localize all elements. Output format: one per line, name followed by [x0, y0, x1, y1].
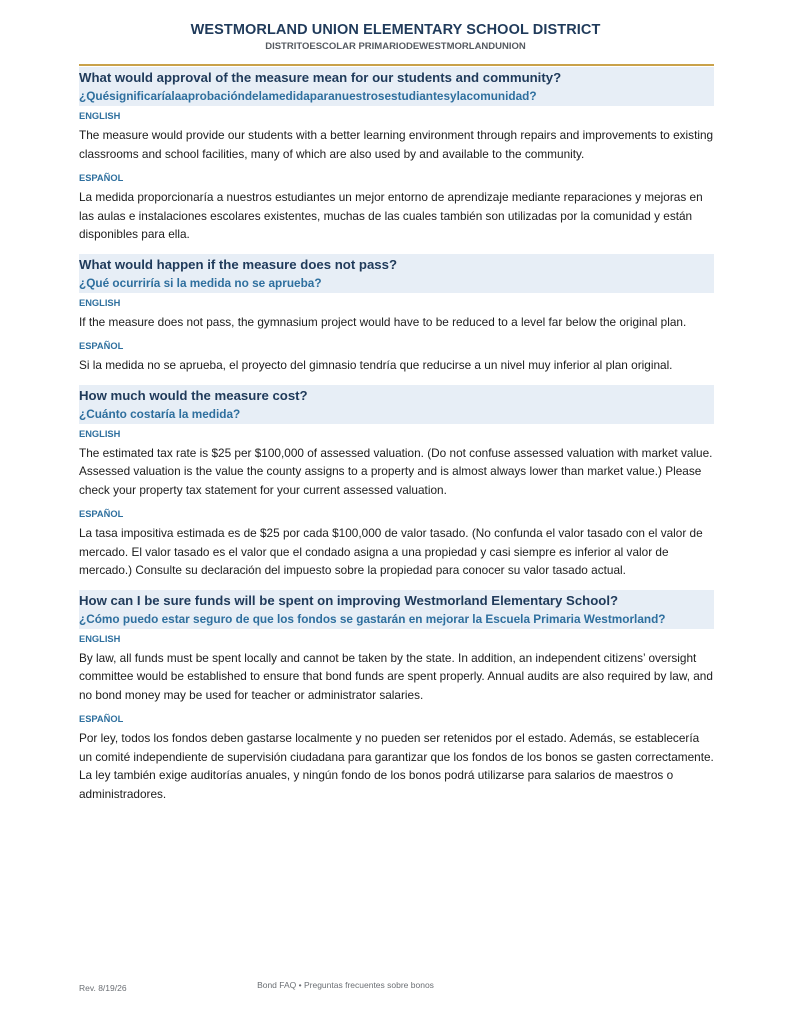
question-spanish: ¿Quésignificaríalaaprobacióndelamedidaparanuestrosestudiantesylacomunidad? — [79, 89, 537, 103]
spanish-label: ESPAÑOL — [79, 714, 124, 724]
question-spanish: ¿Cómo puedo estar seguro de que los fondos se gastarán en mejorar la Escuela Primaria Westmorland? — [79, 611, 666, 626]
question-english: How much would the measure cost? — [79, 387, 308, 403]
question-english: How can I be sure funds will be spent on improving Westmorland Elementary School? — [79, 592, 619, 608]
english-label: ENGLISH — [79, 428, 121, 439]
question-spanish: ¿Qué ocurriría si la medida no se aprueba? — [79, 275, 322, 290]
english-answer: If the measure does not pass, the gymnasium project would have to be reduced to a level far below the original plan. — [79, 314, 687, 329]
faq-section-approval — [79, 67, 714, 244]
spanish-answer: La medida proporcionaría a nuestros estudiantes un mejor entorno de aprendizaje mediante reparaciones y mejoras en las aulas e instalaciones escolares existentes, muchas de las cuales también son utilizadas por la comunidad y están disponibles para ella. — [79, 190, 703, 241]
district-title: WESTMORLAND UNION ELEMENTARY SCHOOL DISTRICT — [190, 22, 601, 38]
header-divider — [79, 64, 714, 66]
english-answer: The estimated tax rate is $25 per $100,000 of assessed valuation. (Do not confuse assessed valuation with market value. Assessed valuation is the value the county assigns to a property and is almost always lower than market value.) Please check your property tax statement for your current assessed valuation. — [79, 445, 713, 497]
spanish-label: ESPAÑOL — [79, 509, 124, 519]
english-label: ENGLISH — [79, 633, 121, 644]
spanish-label: ESPAÑOL — [79, 341, 124, 351]
faq-content — [79, 67, 714, 813]
district-subtitle-spanish: DISTRITOESCOLAR PRIMARIODEWESTMORLANDUNION — [265, 41, 526, 52]
english-label: ENGLISH — [79, 297, 121, 308]
english-label: ENGLISH — [79, 111, 121, 121]
revision-date: Rev. 8/19/26 — [79, 983, 127, 993]
question-spanish: ¿Cuánto costaría la medida? — [79, 406, 241, 421]
faq-section-not-pass — [79, 254, 714, 375]
question-english: What would happen if the measure does not pass? — [79, 256, 398, 272]
question-english: What would approval of the measure mean for our students and community? — [79, 70, 562, 85]
question-band — [79, 254, 714, 293]
english-answer: By law, all funds must be spent locally and cannot be taken by the state. In addition, an independent citizens’ oversight committee would be established to ensure that bond funds are spent properly. Annual audits are also required by law, and no bond money may be used for teacher or administrator salaries. — [79, 650, 713, 702]
question-band — [79, 67, 714, 106]
question-band — [79, 590, 714, 629]
spanish-answer: Por ley, todos los fondos deben gastarse localmente y no pueden ser retenidos por el estado. Además, se establecería un comité independiente de supervisión ciudadana para garantizar que los fondos de los bonos se gasten correctamente. La ley también exige auditorías anuales, y ningún fondo de los bonos podrá utilizarse para salarios de maestros o administradores. — [79, 731, 714, 801]
spanish-answer: Si la medida no se aprueba, el proyecto del gimnasio tendría que reducirse a un nivel muy inferior al plan original. — [79, 358, 673, 372]
spanish-answer: La tasa impositiva estimada es de $25 por cada $100,000 de valor tasado. (No confunda el valor tasado con el valor de mercado. El valor tasado es el valor que el condado asigna a una propiedad y casi siempre es inferior al valor de mercado.) Consulte su declaración del impuesto sobre la propiedad para conocer su valor tasado actual. — [79, 526, 703, 577]
faq-section-cost — [79, 385, 714, 580]
question-band — [79, 385, 714, 424]
footer-caption: Bond FAQ • Preguntas frecuentes sobre bonos — [257, 980, 434, 990]
spanish-label: ESPAÑOL — [79, 173, 124, 183]
document-header — [0, 22, 791, 52]
faq-section-funds — [79, 590, 714, 804]
english-answer: The measure would provide our students with a better learning environment through repairs and improvements to existing classrooms and school facilities, many of which are also used by and available to the community. — [79, 128, 714, 161]
